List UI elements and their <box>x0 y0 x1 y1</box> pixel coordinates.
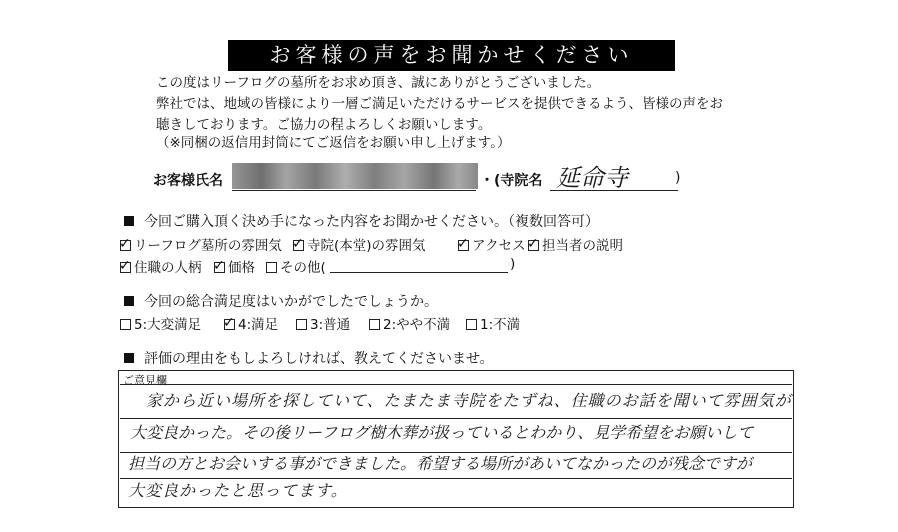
question-3 <box>124 348 494 368</box>
question-2 <box>124 291 438 311</box>
q1-option-3-label: 担当者の説明 <box>542 238 623 254</box>
comment-handwritten-line-2: 大変良かった。その後リーフログ樹木葬が扱っているとわかり、見学希望をお願いして <box>130 423 754 442</box>
checkbox-checked-icon[interactable]: ✓ <box>119 235 131 252</box>
q1-option-0[interactable] <box>120 234 282 254</box>
q2-option-3[interactable] <box>296 313 350 333</box>
question-3-text: 評価の理由をもしよろしければ、教えてくださいませ。 <box>144 351 494 367</box>
radio-box-icon[interactable] <box>369 319 380 330</box>
temple-label: ・(寺院名 <box>480 173 543 189</box>
q2-option-5-label: 5:大変満足 <box>134 317 202 333</box>
other-underline <box>330 272 508 273</box>
q1-option-1-label: 寺院(本堂)の雰囲気 <box>307 238 426 254</box>
temple-name-handwritten: 延命寺 <box>556 164 628 192</box>
comment-handwritten-line-4: 大変良かったと思ってます。 <box>128 481 348 500</box>
q1-option-0-label: リーフログ墓所の雰囲気 <box>134 238 282 254</box>
name-underline <box>232 190 476 191</box>
q2-option-2[interactable] <box>369 313 450 333</box>
checkbox-checked-icon[interactable]: ✓ <box>527 235 539 252</box>
q1-option-2-label: アクセス <box>472 238 526 254</box>
redacted-name-field <box>232 163 478 189</box>
radio-box-checked-icon[interactable]: ✓ <box>223 314 235 331</box>
comment-line <box>120 384 792 385</box>
q1-other-close: ) <box>510 256 516 272</box>
comment-handwritten-line-1: 家から近い場所を探していて、たまたま寺院をたずね、住職のお話を聞いて雰囲気が <box>146 391 792 410</box>
q1-option-5[interactable] <box>214 256 255 276</box>
q2-option-5[interactable] <box>120 313 201 333</box>
checkbox-checked-icon[interactable]: ✓ <box>457 235 469 252</box>
radio-box-icon[interactable] <box>120 319 131 330</box>
comment-box-label: ご意見欄 <box>123 374 167 387</box>
page-title: お客様の声をお聞かせください <box>228 40 675 71</box>
checkbox-checked-icon[interactable]: ✓ <box>119 257 131 274</box>
intro-line-1: この度はリーフログの墓所をお求め頂き、誠にありがとうございました。 <box>156 75 601 91</box>
comment-handwritten-line-3: 担当の方とお会いする事ができました。希望する場所があいてなかったのが残念ですが <box>128 454 753 473</box>
intro-line-2: 弊社では、地域の皆様により一層ご満足いただけるサービスを提供できるよう、皆様の声をお <box>156 96 723 112</box>
q2-option-4-label: 4:満足 <box>238 317 279 333</box>
q1-option-3[interactable] <box>528 234 623 254</box>
q1-option-4[interactable] <box>120 256 202 276</box>
question-1-text: 今回ご購入頂く決め手になった内容をお聞かせください。（複数回答可） <box>144 214 599 230</box>
square-bullet-icon <box>124 353 134 363</box>
radio-box-icon[interactable] <box>296 319 307 330</box>
q2-option-1[interactable] <box>466 313 520 333</box>
customer-name-label: お客様氏名 <box>153 173 223 189</box>
q2-option-1-label: 1:不満 <box>480 317 521 333</box>
intro-line-4: （※同梱の返信用封筒にてご返信をお願い申し上げます。） <box>156 135 511 151</box>
square-bullet-icon <box>124 216 134 226</box>
temple-close-paren: ) <box>675 170 681 186</box>
q1-option-4-label: 住職の人柄 <box>134 260 202 276</box>
q1-option-5-label: 価格 <box>228 260 255 276</box>
q1-option-6-label: その他( <box>280 260 326 276</box>
intro-line-3: 聴きしております。ご協力の程よろしくお願いします。 <box>156 117 492 133</box>
checkbox-checked-icon[interactable]: ✓ <box>213 257 225 274</box>
q2-option-3-label: 3:普通 <box>310 317 351 333</box>
radio-box-icon[interactable] <box>466 319 477 330</box>
question-2-text: 今回の総合満足度はいかがでしたでしょうか。 <box>144 294 438 310</box>
checkbox-checked-icon[interactable]: ✓ <box>292 235 304 252</box>
question-1 <box>124 211 599 231</box>
q1-option-1[interactable] <box>293 234 426 254</box>
q1-option-2[interactable] <box>458 234 526 254</box>
q2-option-2-label: 2:やや不満 <box>383 317 451 333</box>
q1-option-6[interactable] <box>266 256 326 276</box>
q2-option-4[interactable] <box>224 313 278 333</box>
square-bullet-icon <box>124 296 134 306</box>
checkbox-icon[interactable] <box>266 262 277 273</box>
temple-underline <box>550 190 678 191</box>
comment-line <box>120 418 792 419</box>
